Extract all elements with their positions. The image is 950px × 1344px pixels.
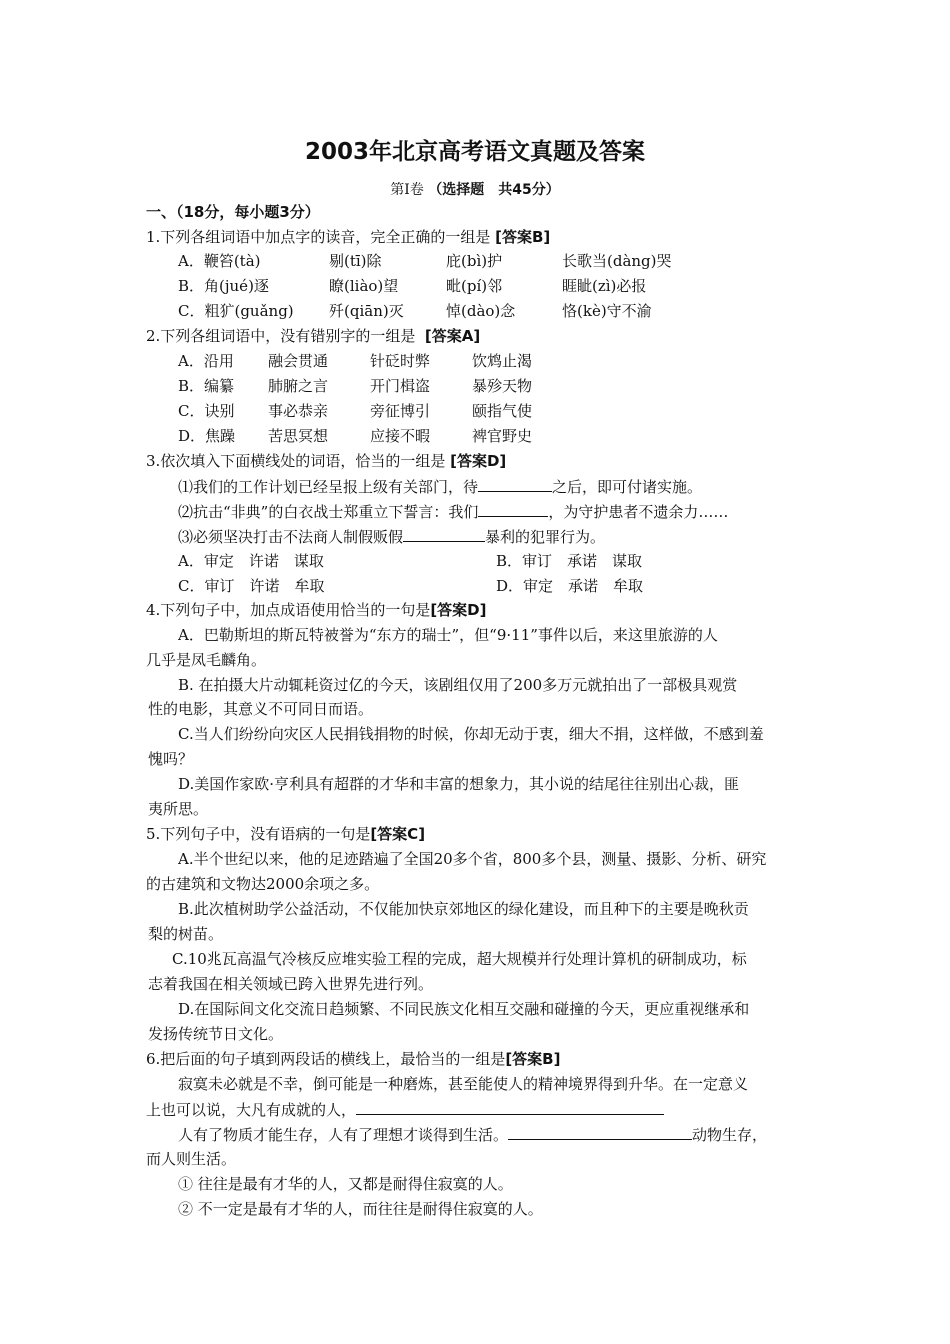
q4-stem: 4.下列句子中，加点成语使用恰当的一句是 <box>146 601 431 619</box>
q2-d-2: 苦思冥想 <box>268 427 329 445</box>
q3-s3-b: 暴利的犯罪行为。 <box>485 528 606 546</box>
q2-c-3: 旁征博引 <box>370 402 431 420</box>
q2-a-4: 饮鸩止渴 <box>472 352 533 370</box>
q1-b-2: 瞭(liào)望 <box>329 277 399 295</box>
q3-s2-a: ⑵抗击“非典”的白衣战士郑重立下誓言：我们 <box>178 503 479 521</box>
q3-sentence-1 <box>178 476 702 497</box>
q6-p2a-text: 人有了物质才能生存，人有了理想才谈得到生活。 <box>178 1126 509 1144</box>
question-2 <box>146 326 480 346</box>
q2-a-1: A．沿用 <box>178 352 234 370</box>
q3-stem: 3.依次填入下面横线处的词语，恰当的一组是 <box>146 452 446 470</box>
q2-c-1: C．诀别 <box>178 402 235 420</box>
q3-s1-b: 之后，即可付诸实施。 <box>552 478 703 496</box>
q6-p1b-text: 上也可以说，大凡有成就的人， <box>146 1101 357 1119</box>
blank-line <box>478 501 548 517</box>
q2-b-3: 开门楫盗 <box>370 377 431 395</box>
q1-b-3: 毗(pí)邻 <box>446 277 503 295</box>
q6-paragraph-1b <box>146 1099 664 1120</box>
q1-a-2: 剔(tī)除 <box>329 252 382 270</box>
q6-option-2: ② 不一定是最有才华的人，而往往是耐得住寂寞的人。 <box>178 1200 543 1218</box>
q3-sentence-3 <box>178 526 605 547</box>
q4-line: A．巴勒斯坦的斯瓦特被誉为“东方的瑞士”，但“9·11”事件以后，来这里旅游的人 <box>178 626 718 644</box>
q5-line: 志着我国在相关领域已跨入世界先进行列。 <box>148 975 434 993</box>
q2-a-2: 融会贯通 <box>268 352 329 370</box>
q2-b-4: 暴殄天物 <box>472 377 533 395</box>
q3-answer: [答案D] <box>450 452 507 470</box>
q4-answer: [答案D] <box>430 601 487 619</box>
q5-line: 发扬传统节日文化。 <box>148 1025 284 1043</box>
q4-line: B. 在拍摄大片动辄耗资过亿的今天，该剧组仅用了200多万元就拍出了一部极具观赏 <box>178 676 738 694</box>
q2-c-2: 事必恭亲 <box>268 402 329 420</box>
blank-line <box>356 1099 664 1115</box>
q6-paragraph-2a <box>178 1124 767 1145</box>
part-label: 第Ⅰ卷 <box>390 182 424 198</box>
q6-option-1: ① 往往是最有才华的人，又都是耐得住寂寞的人。 <box>178 1175 513 1193</box>
q5-line: B.此次植树助学公益活动，不仅能加快京郊地区的绿化建设，而且种下的主要是晚秋贡 <box>178 900 749 918</box>
part-desc: （选择题 共45分） <box>428 182 560 198</box>
question-6 <box>146 1049 560 1069</box>
q2-c-4: 颐指气使 <box>472 402 533 420</box>
q1-c-1: C．粗犷(guǎng) <box>178 302 294 320</box>
blank-line <box>403 526 485 542</box>
q3-option-c: C．审订 许诺 牟取 <box>178 577 325 595</box>
q1-stem: 1.下列各组词语中加点字的读音，完全正确的一组是 <box>146 228 491 246</box>
q6-paragraph-2c: 而人则生活。 <box>146 1150 237 1168</box>
q3-option-a: A．审定 许诺 谋取 <box>178 552 324 570</box>
q2-answer: [答案A] <box>424 327 481 345</box>
q5-answer: [答案C] <box>370 825 426 843</box>
q1-b-1: B．角(jué)逐 <box>178 277 269 295</box>
q6-stem: 6.把后面的句子填到两段话的横线上，最恰当的一组是 <box>146 1050 506 1068</box>
section-heading: 一、（18分，每小题3分） <box>146 203 320 221</box>
q5-stem: 5.下列句子中，没有语病的一句是 <box>146 825 371 843</box>
q5-line: C.10兆瓦高温气冷核反应堆实验工程的完成，超大规模并行处理计算机的研制成功，标 <box>172 950 747 968</box>
q3-option-d: D．审定 承诺 牟取 <box>496 577 644 595</box>
q1-c-2: 歼(qiān)灭 <box>329 302 404 320</box>
question-3 <box>146 451 506 471</box>
q2-b-1: B．编纂 <box>178 377 235 395</box>
q5-line: 的古建筑和文物达2000余项之多。 <box>146 875 380 893</box>
q4-line: 性的电影，其意义不可同日而语。 <box>148 700 374 718</box>
q1-c-4: 恪(kè)守不渝 <box>562 302 652 320</box>
q1-b-4: 睚眦(zì)必报 <box>562 277 647 295</box>
question-5 <box>146 824 425 844</box>
q1-c-3: 悼(dào)念 <box>446 302 516 320</box>
question-1 <box>146 227 550 247</box>
q5-line: 梨的树苗。 <box>148 925 224 943</box>
q6-p2b-text: 动物生存， <box>692 1126 768 1144</box>
page-title: 2003年北京高考语文真题及答案 <box>304 139 645 165</box>
q1-a-3: 庇(bì)护 <box>446 252 503 270</box>
q1-a-4: 长歌当(dàng)哭 <box>562 252 672 270</box>
q4-line: C.当人们纷纷向灾区人民捐钱捐物的时候，你却无动于衷，细大不捐，这样做，不感到羞 <box>178 725 764 743</box>
q5-line: A.半个世纪以来，他的足迹踏遍了全国20多个省，800多个县，测量、摄影、分析、研究 <box>178 850 767 868</box>
blank-line <box>508 1124 692 1140</box>
question-4 <box>146 600 487 620</box>
q3-s2-b: ，为守护患者不遗余力…… <box>548 503 729 521</box>
q6-answer: [答案B] <box>505 1050 561 1068</box>
q2-a-3: 针砭时弊 <box>370 352 431 370</box>
q2-d-4: 裨官野史 <box>472 427 533 445</box>
q4-line: 几乎是凤毛麟角。 <box>146 651 267 669</box>
paper-subtitle <box>0 179 950 199</box>
q2-b-2: 肺腑之言 <box>268 377 329 395</box>
q4-line: D.美国作家欧·亨利具有超群的才华和丰富的想象力，其小说的结尾往往别出心裁，匪 <box>178 775 740 793</box>
q2-stem: 2.下列各组词语中，没有错别字的一组是 <box>146 327 416 345</box>
q4-line: 夷所思。 <box>148 800 209 818</box>
q2-d-3: 应接不暇 <box>370 427 431 445</box>
q4-line: 愧吗？ <box>148 750 194 768</box>
q3-s3-a: ⑶必须坚决打击不法商人制假贩假 <box>178 528 404 546</box>
q3-option-b: B．审订 承诺 谋取 <box>496 552 643 570</box>
q1-a-1: A．鞭笞(tà) <box>178 252 261 270</box>
q3-s1-a: ⑴我们的工作计划已经呈报上级有关部门，待 <box>178 478 479 496</box>
q3-sentence-2 <box>178 501 728 522</box>
q6-paragraph-1a: 寂寞未必就是不幸，倒可能是一种磨炼，甚至能使人的精神境界得到升华。在一定意义 <box>178 1075 749 1093</box>
q5-line: D.在国际间文化交流日趋频繁、不同民族文化相互交融和碰撞的今天，更应重视继承和 <box>178 1000 750 1018</box>
q1-answer: [答案B] <box>495 228 551 246</box>
blank-line <box>478 476 552 492</box>
q2-d-1: D．焦躁 <box>178 427 236 445</box>
